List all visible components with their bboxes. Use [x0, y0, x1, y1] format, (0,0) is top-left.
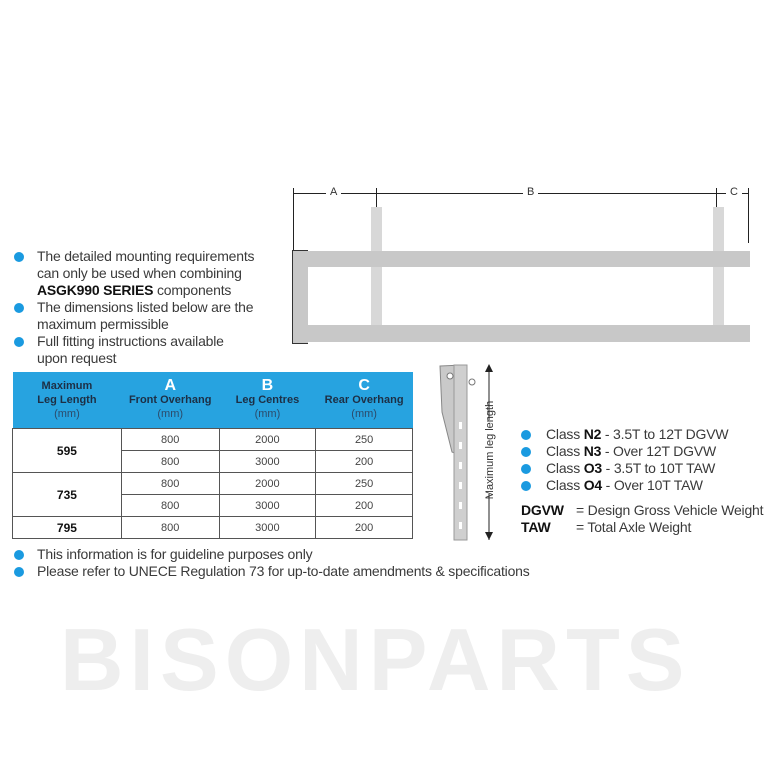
header-letter: A: [164, 377, 176, 394]
cell: 800: [121, 473, 219, 495]
header-unit: (mm): [351, 408, 377, 420]
header-rear-overhang: [316, 372, 413, 429]
class-item: [546, 477, 703, 494]
note-text: The dimensions listed below are the: [37, 299, 254, 315]
note-text: This information is for guideline purposes only: [37, 546, 313, 562]
abbr-meaning: = Design Gross Vehicle Weight: [576, 502, 764, 518]
dimension-a-label: A: [326, 186, 341, 198]
leg-length-cell: 795: [13, 517, 122, 539]
cell: 200: [316, 517, 413, 539]
cell: 3000: [219, 495, 316, 517]
class-code: N3: [583, 443, 602, 459]
bullet-icon: [14, 337, 24, 347]
class-code: N2: [583, 426, 602, 442]
header-title: Maximum Leg Length: [37, 380, 97, 406]
class-desc: - Over 10T TAW: [601, 477, 703, 493]
dimension-line: [293, 193, 748, 194]
header-unit: (mm): [157, 408, 184, 420]
bullet-icon: [521, 447, 531, 457]
top-rail: [307, 251, 750, 267]
header-title: Leg Centres: [235, 394, 300, 406]
header-letter: C: [358, 377, 370, 394]
note-text: Full fitting instructions available: [37, 333, 224, 349]
cell: 250: [316, 429, 413, 451]
class-item: [546, 443, 716, 460]
cell: 3000: [219, 451, 316, 473]
class-code: O4: [583, 477, 602, 493]
leg-length-cell: 595: [13, 429, 122, 473]
class-prefix: Class: [546, 443, 584, 459]
bullet-icon: [14, 567, 24, 577]
dimension-c-label: C: [726, 186, 742, 198]
leg-length-cell: 735: [13, 473, 122, 517]
table-header-row: [13, 372, 413, 429]
cell: 3000: [219, 517, 316, 539]
note-text: upon request: [37, 350, 117, 366]
front-end-bar: [292, 250, 308, 344]
header-leg-centres: [219, 372, 316, 429]
class-item: [546, 426, 728, 443]
class-desc: - Over 12T DGVW: [601, 443, 716, 459]
cell: 800: [121, 517, 219, 539]
dimension-tick: [748, 188, 749, 243]
bullet-icon: [521, 464, 531, 474]
abbreviation: [521, 502, 763, 519]
header-leg-length: [13, 372, 122, 429]
note-text: maximum permissible: [37, 316, 169, 332]
dimensions-table: [12, 372, 413, 539]
class-code: O3: [583, 460, 602, 476]
bullet-icon: [521, 481, 531, 491]
max-leg-length-label: Maximum leg length: [484, 400, 496, 500]
cell: 800: [121, 429, 219, 451]
cell: 250: [316, 473, 413, 495]
cell: 800: [121, 451, 219, 473]
class-prefix: Class: [546, 460, 584, 476]
class-prefix: Class: [546, 426, 584, 442]
cell: 2000: [219, 429, 316, 451]
cell: 800: [121, 495, 219, 517]
cell: 200: [316, 495, 413, 517]
class-desc: - 3.5T to 10T TAW: [601, 460, 716, 476]
bullet-icon: [14, 303, 24, 313]
note-text: [37, 282, 231, 299]
bullet-icon: [14, 252, 24, 262]
table-row: [13, 429, 413, 451]
abbreviation: [521, 519, 691, 536]
series-name: ASGK990 SERIES: [37, 282, 154, 298]
note-text: components: [153, 282, 232, 298]
note-text: can only be used when combining: [37, 265, 242, 281]
class-desc: - 3.5T to 12T DGVW: [601, 426, 729, 442]
cell: 2000: [219, 473, 316, 495]
dimension-b-label: B: [523, 186, 538, 198]
note-text: The detailed mounting requirements: [37, 248, 255, 264]
bottom-rail: [307, 325, 750, 342]
header-front-overhang: [121, 372, 219, 429]
abbr-meaning: = Total Axle Weight: [576, 519, 692, 535]
header-unit: (mm): [254, 408, 281, 420]
table-row: [13, 517, 413, 539]
header-title: Rear Overhang: [324, 394, 404, 406]
cell: 200: [316, 451, 413, 473]
table-row: [13, 473, 413, 495]
watermark-logo: BISONPARTS: [60, 610, 691, 709]
header-title: Front Overhang: [128, 394, 212, 406]
abbr: TAW: [521, 519, 551, 535]
abbr: DGVW: [521, 502, 564, 518]
header-unit: (mm): [54, 408, 80, 420]
header-letter: B: [261, 377, 274, 394]
dimension-tick: [293, 188, 294, 250]
class-item: [546, 460, 715, 477]
note-text: Please refer to UNECE Regulation 73 for up-to-date amendments & specifications: [37, 563, 530, 579]
class-prefix: Class: [546, 477, 584, 493]
bullet-icon: [14, 550, 24, 560]
bullet-icon: [521, 430, 531, 440]
